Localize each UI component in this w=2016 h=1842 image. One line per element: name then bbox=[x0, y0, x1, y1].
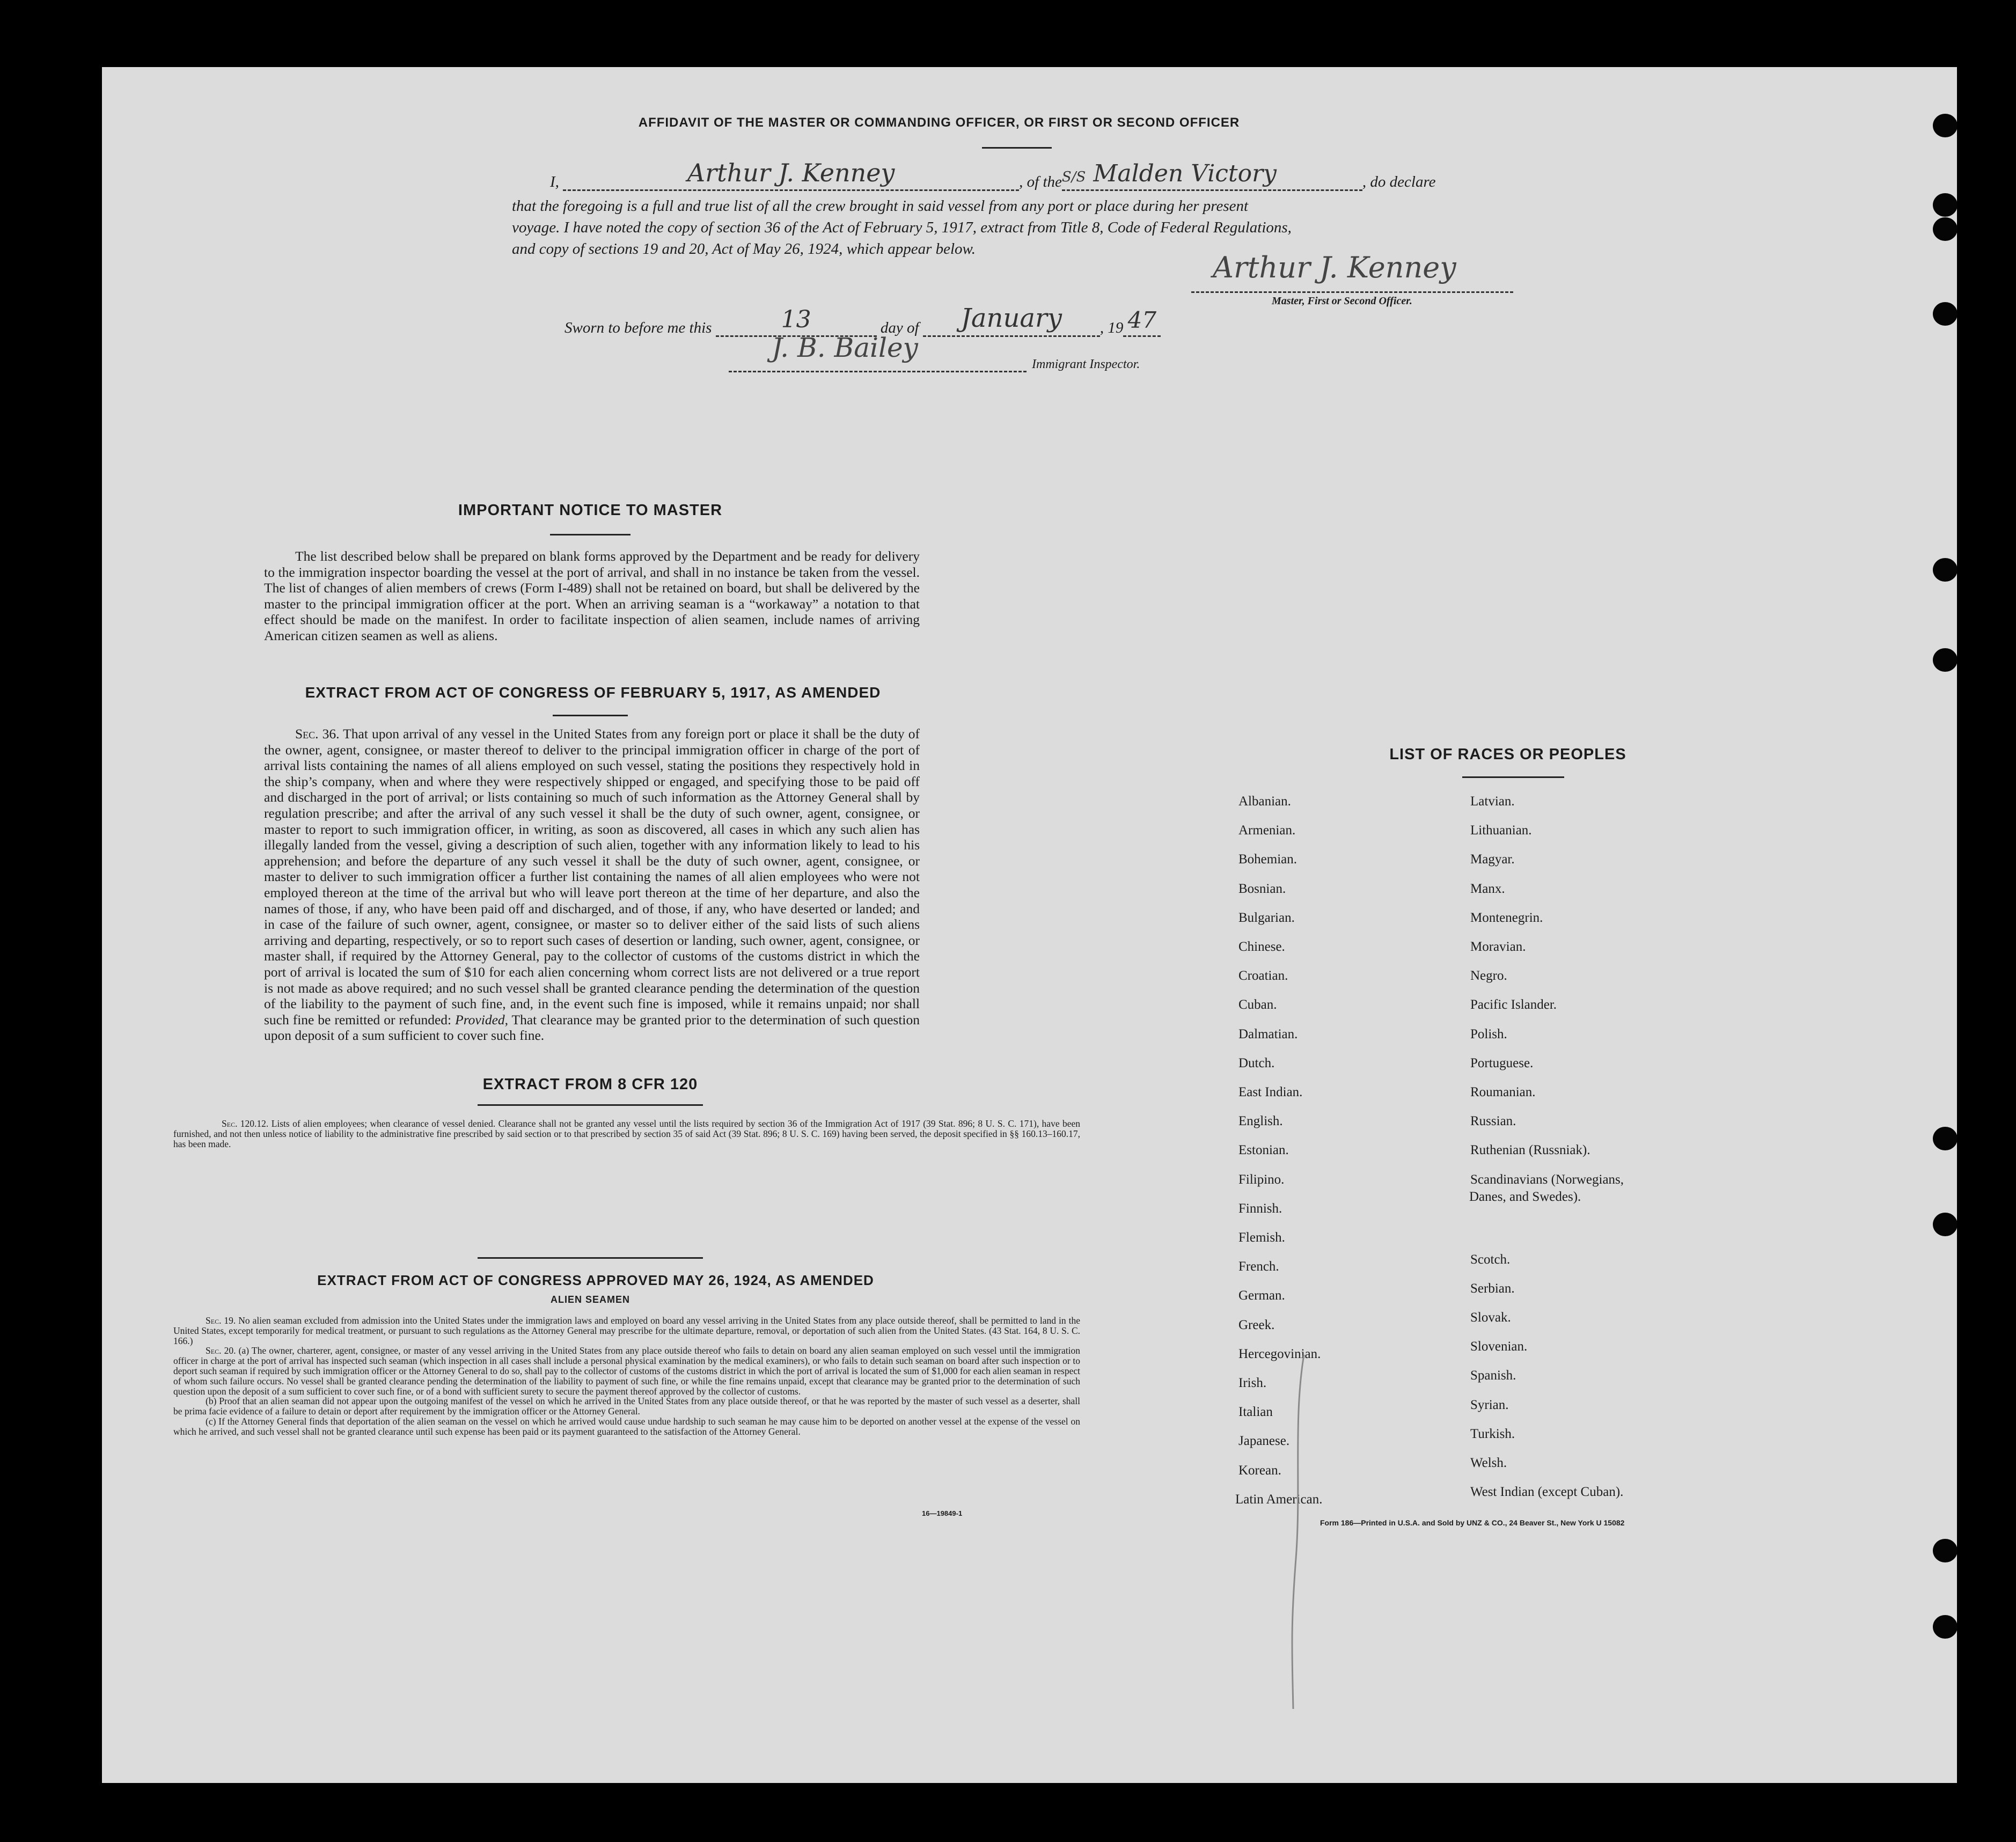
race-item: Latin American. bbox=[1235, 1492, 1323, 1507]
race-item: Chinese. bbox=[1238, 940, 1285, 954]
section-label: Sec. 19. bbox=[206, 1315, 236, 1326]
year-prefix: , 19 bbox=[1099, 319, 1124, 336]
provided-word: Provided, bbox=[455, 1011, 509, 1028]
master-name-handwriting: Arthur J. Kenney bbox=[687, 158, 895, 187]
race-item: German. bbox=[1238, 1288, 1285, 1303]
printer-footer: Form 186—Printed in U.S.A. and Sold by UNZ & CO., 24 Beaver St., New York U 15082 bbox=[1320, 1518, 1625, 1527]
notice-title: IMPORTANT NOTICE TO MASTER bbox=[458, 502, 723, 519]
race-item: Greek. bbox=[1238, 1317, 1275, 1332]
race-item: Welsh. bbox=[1470, 1456, 1507, 1471]
vessel-prefix: S/S bbox=[1061, 169, 1086, 185]
affidavit-title: AFFIDAVIT OF THE MASTER OR COMMANDING OFFICER, OR FIRST OR SECOND OFFICER bbox=[638, 115, 1240, 130]
race-item: West Indian (except Cuban). bbox=[1470, 1485, 1624, 1500]
extract-1917-title: EXTRACT FROM ACT OF CONGRESS OF FEBRUARY 5, 1917, AS AMENDED bbox=[305, 684, 881, 701]
race-item: Filipino. bbox=[1238, 1172, 1285, 1187]
extract-1924-subtitle: ALIEN SEAMEN bbox=[550, 1294, 630, 1305]
section-label: Sec. 36. bbox=[295, 726, 340, 742]
race-item: Polish. bbox=[1470, 1026, 1507, 1041]
race-item: Flemish. bbox=[1238, 1230, 1285, 1245]
section-36-text: That upon arrival of any vessel in the United States from any foreign port or place it shall be the duty of the owner, agent, consignee, or master thereof to deliver to the principal immigration officer in charge of the port of arrival lists containing the names of all aliens employed on such vessel, stating the positions they respectively hold in the ship’s company, when and where they were respectively shipped or engaged, and specifying those to be paid off and discharged in the port of arrival; or lists containing so much of such information as the Attorney General shall by regulation prescribe; and after the arrival of any such vessel it shall be the duty of such owner, agent, consignee, or master to report to such immigration officer, in writing, as soon as discovered, all cases in which any such alien has illegally landed from the vessel, giving a description of such alien, together with any information likely to lead to his apprehension; and before the departure of any such vessel it shall be the duty of such owner, agent, consignee, or master to deliver to such immigration officer a further list containing the names of all alien employees who were not employed thereon at the time of the arrival but who will leave port thereon at the time of her departure, and also the names of those, if any, who have been paid off and discharged, and of those, if any, who have deserted or landed; and in case of the failure of such owner, agent, consignee, or master so to deliver either of the said lists of such aliens arriving and departing, respectively, or so to report such cases of desertion or landing, such owner, agent, consignee, or master shall, if required by the Attorney General, pay to the collector of customs of the customs district in which the port of arrival is located the sum of $10 for each alien concerning whom correct lists are not delivered or a true report is not made as above required; and no such vessel shall be granted clearance pending the determination of the question of the liability to the payment of such fine, and, in the event such fine is imposed, while it remains unpaid; nor shall such fine be remitted or refunded: bbox=[264, 726, 920, 1028]
race-item: Danes, and Swedes). bbox=[1469, 1190, 1581, 1205]
race-item: Bosnian. bbox=[1238, 881, 1286, 896]
race-item: Korean. bbox=[1238, 1463, 1281, 1478]
race-item: Estonian. bbox=[1238, 1143, 1289, 1158]
race-item: Lithuanian. bbox=[1470, 823, 1532, 838]
race-item: Portuguese. bbox=[1470, 1055, 1534, 1070]
race-item: Spanish. bbox=[1470, 1368, 1516, 1383]
section-20c: (c) If the Attorney General finds that deportation of the alien seaman on the vessel on which he arrived would cause undue hardship to such seaman he may cause him to be deported on another vessel at the expense of the vessel on which he arrived, and such vessel shall not be granted clearance until such expense has been paid or its payment guaranteed to the satisfaction of the Attorney General. bbox=[173, 1415, 1080, 1437]
sworn-text: Sworn to before me this bbox=[565, 319, 712, 336]
race-item: Roumanian. bbox=[1470, 1085, 1536, 1099]
declaration-line-3: voyage. I have noted the copy of section 36 of the Act of February 5, 1917, extract from Title 8, Code of Federal Regulations, bbox=[512, 219, 1292, 236]
pronoun: I, bbox=[550, 173, 559, 190]
master-caption: Master, First or Second Officer. bbox=[1272, 295, 1412, 307]
race-item: Dalmatian. bbox=[1238, 1026, 1298, 1041]
paper-crease bbox=[1282, 1355, 1315, 1709]
race-item: Italian bbox=[1238, 1405, 1273, 1420]
race-item: Negro. bbox=[1470, 968, 1507, 984]
sworn-day: 13 bbox=[781, 306, 811, 333]
race-item: Ruthenian (Russniak). bbox=[1470, 1143, 1590, 1158]
race-item: Moravian. bbox=[1470, 940, 1526, 954]
race-item: Turkish. bbox=[1470, 1426, 1515, 1441]
race-item: Syrian. bbox=[1470, 1397, 1509, 1412]
notice-text: The list described below shall be prepared on blank forms approved by the Department and be ready for delivery to the immigration inspector boarding the vessel at the port of arrival, and shall in no instance be taken from the vessel. The list of changes of alien members of crews (Form I-489) shall not be retained on board, but shall be delivered by the master to the principal immigration officer at the port. When an arriving seaman is a “workaway” a notation to that effect should be made on the manifest. In order to facilitate inspection of alien seamen, include names of arriving American citizen seamen as well as aliens. bbox=[264, 548, 920, 643]
race-item: Bohemian. bbox=[1238, 852, 1297, 867]
race-item: Croatian. bbox=[1238, 968, 1288, 984]
section-label: Sec. 120.12. bbox=[222, 1118, 269, 1129]
race-item: Pacific Islander. bbox=[1470, 997, 1557, 1012]
race-item: Slovak. bbox=[1470, 1310, 1511, 1325]
race-item: East Indian. bbox=[1238, 1085, 1303, 1099]
race-item: Scandinavians (Norwegians, bbox=[1470, 1172, 1624, 1187]
section-label: Sec. 20. bbox=[206, 1345, 236, 1356]
race-item: Latvian. bbox=[1470, 794, 1515, 809]
race-item: Finnish. bbox=[1238, 1201, 1282, 1216]
race-item: Russian. bbox=[1470, 1114, 1516, 1129]
vessel-name: Malden Victory bbox=[1093, 160, 1277, 187]
section-120-text: Lists of alien employees; when clearance of vessel denied. Clearance shall not be granted any vessel until the lists required by section 36 of the Immigration Act of 1917 (39 Stat. 896; 8 U. S. C. 171), have been furnished, and not then unless notice of liability to the administrative fine prescribed by said section or to that prescribed by section 35 of said Act (39 Stat. 896; 8 U. S. C. 169) having been served, the deposit specified in §§ 160.13–160.17, has been made. bbox=[173, 1118, 1080, 1149]
race-item: Hercegovinian. bbox=[1238, 1346, 1321, 1361]
declaration-line-2: that the foregoing is a full and true list of all the crew brought in said vessel from any port or place during her present bbox=[512, 197, 1249, 215]
of-the-label: , of the bbox=[1019, 173, 1062, 190]
inspector-caption: Immigrant Inspector. bbox=[1032, 357, 1140, 371]
master-signature: Arthur J. Kenney bbox=[1213, 251, 1456, 284]
declaration-line-4: and copy of sections 19 and 20, Act of May 26, 1924, which appear below. bbox=[512, 240, 976, 258]
race-item: Scotch. bbox=[1470, 1252, 1511, 1267]
inspector-signature: J. B. Bailey bbox=[772, 332, 918, 363]
races-title: LIST OF RACES OR PEOPLES bbox=[1389, 746, 1626, 763]
section-36-text-end: That clearance may be granted prior to the determination of such question upon deposit of a sum sufficient to cover such fine. bbox=[264, 1011, 920, 1044]
form-page bbox=[102, 67, 1957, 1783]
do-declare-label: , do declare bbox=[1362, 173, 1436, 190]
section-19-text: No alien seaman excluded from admission into the United States under the immigration laws and employed on board any vessel arriving in the United States from any place outside thereof, shall be permitted to land in the United States, except temporarily for medical treatment, or pursuant to such regulations as the Attorney General may prescribe for the ultimate departure, removal, or deportation of such alien from the United States. (43 Stat. 164, 8 U. S. C. 166.) bbox=[173, 1315, 1080, 1346]
section-20b: (b) Proof that an alien seaman did not appear upon the outgoing manifest of the vessel on which he arrived in the United States from any place outside thereof, or that he was reported by the master of such vessel as a deserter, shall be prima facie evidence of a failure to detain or deport after requirement by the immigration officer or the Attorney General. bbox=[173, 1396, 1080, 1417]
race-item: Irish. bbox=[1238, 1376, 1267, 1390]
year-suffix: 47 bbox=[1127, 307, 1157, 333]
form-code: 16—19849-1 bbox=[922, 1509, 963, 1517]
race-item: Manx. bbox=[1470, 881, 1505, 896]
race-item: Cuban. bbox=[1238, 997, 1277, 1012]
race-item: Japanese. bbox=[1238, 1434, 1290, 1449]
race-item: Albanian. bbox=[1238, 794, 1291, 809]
sworn-month: January bbox=[961, 303, 1062, 333]
races-list bbox=[102, 67, 1957, 1783]
extract-1924-title: EXTRACT FROM ACT OF CONGRESS APPROVED MAY 26, 1924, AS AMENDED bbox=[317, 1272, 874, 1288]
race-item: Magyar. bbox=[1470, 852, 1515, 867]
race-item: Dutch. bbox=[1238, 1055, 1275, 1070]
race-item: English. bbox=[1238, 1114, 1283, 1129]
race-item: Bulgarian. bbox=[1238, 910, 1295, 925]
race-item: Montenegrin. bbox=[1470, 910, 1543, 925]
day-of-label: day of bbox=[880, 319, 919, 336]
race-item: Slovenian. bbox=[1470, 1339, 1528, 1354]
cfr-title: EXTRACT FROM 8 CFR 120 bbox=[482, 1076, 698, 1093]
race-item: Serbian. bbox=[1470, 1281, 1515, 1296]
race-item: Armenian. bbox=[1238, 823, 1296, 838]
race-item: French. bbox=[1238, 1259, 1279, 1274]
section-20a-text: (a) The owner, charterer, agent, consignee, or master of any vessel arriving in the United States from any place outside thereof who fails to detain on board any alien seaman employed on such vessel until the immigration officer in charge at the port of arrival has inspected such seaman (which inspection in all cases shall include a personal physical examination by the medical examiners), or who fails to detain such seaman on board after such inspection or to deport such seaman if required by such immigration officer or the Attorney General to do so, shall pay to the collector of customs of the customs district in which the port of arrival is located the sum of $1,000 for each alien seaman in respect of whom such failure occurs. No vessel shall be granted clearance pending the determination of the liability to payment of such fine, or while the fine remains unpaid, except that clearance may be granted prior to the determination of such question upon the deposit of a sum sufficient to cover such fine, or of a bond with sufficient surety to secure the payment thereof approved by the collector of customs. bbox=[173, 1345, 1081, 1397]
